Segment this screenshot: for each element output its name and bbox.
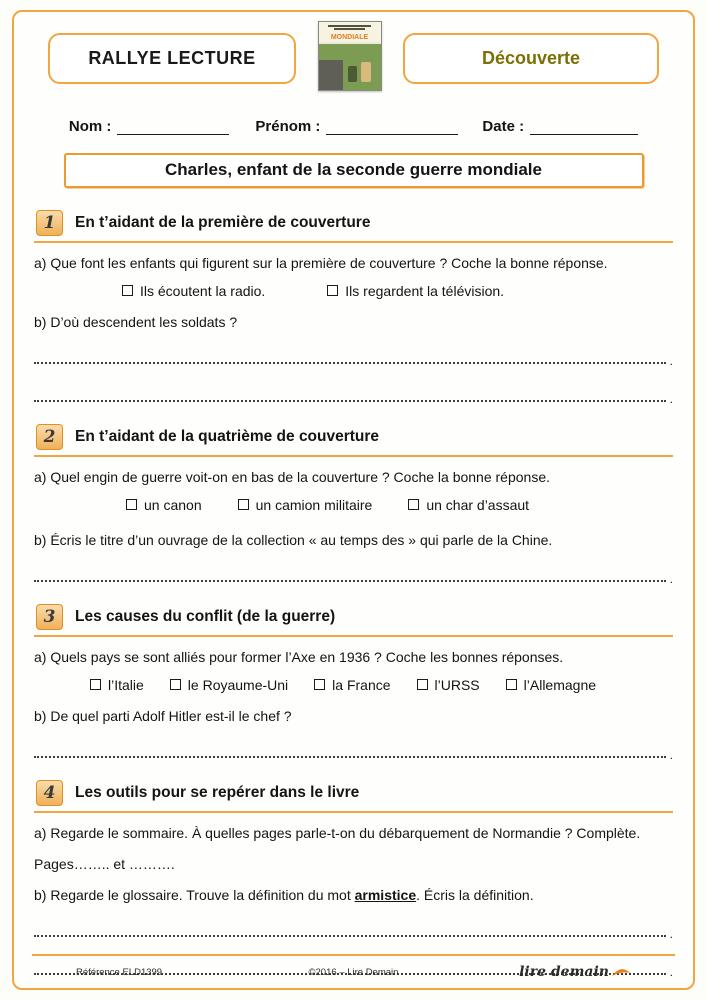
checkbox-icon[interactable] (408, 499, 419, 510)
book-cover-text-line (334, 28, 365, 30)
worksheet-title: Charles, enfant de la seconde guerre mondiale (165, 160, 542, 179)
answer-line[interactable] (34, 572, 673, 586)
logo-swoosh-icon (611, 966, 631, 978)
highlighted-word: armistice (354, 886, 417, 903)
checkbox-option-italie[interactable] (90, 677, 144, 693)
checkbox-icon[interactable] (417, 679, 428, 690)
section-divider (34, 811, 673, 813)
footer-reference: Référence ELD1399 (76, 966, 163, 978)
checkbox-label: le Royaume-Uni (187, 676, 289, 693)
checkbox-option-canon[interactable] (126, 497, 202, 513)
section-1 (34, 210, 673, 406)
dotted-rule (34, 580, 666, 582)
dotted-rule (34, 362, 666, 364)
dotted-rule (34, 400, 666, 402)
section-3-title: Les causes du conflit (de la guerre) (75, 608, 336, 625)
section-4-title: Les outils pour se repérer dans le livre (75, 784, 360, 801)
dotted-rule (34, 935, 666, 937)
checkbox-option-television[interactable] (327, 283, 504, 299)
book-cover-title: MONDIALE (319, 34, 381, 42)
line-end-dot: . (669, 965, 673, 979)
answer-line[interactable] (34, 354, 673, 368)
section-2-question-a: a) Quel engin de guerre voit-on en bas de la couverture ? Coche la bonne réponse. (34, 469, 551, 485)
book-cover-figure (361, 62, 371, 82)
section-3-question-a: a) Quels pays se sont alliés pour former l’Axe en 1936 ? Coche les bonnes réponses. (34, 649, 564, 665)
section-4-number-badge: 4 (36, 780, 63, 806)
decouverte-badge (403, 33, 659, 84)
section-1-number-badge: 1 (36, 210, 63, 236)
checkbox-option-royaume-uni[interactable] (170, 677, 288, 693)
section-divider (34, 455, 673, 457)
identity-row (34, 118, 673, 135)
section-2 (34, 424, 673, 586)
decouverte-label: Découverte (481, 47, 581, 68)
question-text: b) Regarde le glossaire. Trouve la définition du mot (34, 886, 355, 903)
section-4 (34, 780, 673, 979)
checkbox-option-radio[interactable] (122, 283, 265, 299)
question-text: . Écris la définition. (416, 886, 534, 903)
footer-copyright: ©2016 – Lire Demain (308, 966, 399, 978)
checkbox-label: l’Italie (108, 676, 144, 693)
section-1-options (34, 283, 673, 299)
worksheet-page (12, 10, 695, 990)
line-end-dot: . (669, 572, 673, 586)
date-field[interactable] (530, 119, 638, 135)
answer-line[interactable] (34, 927, 673, 941)
checkbox-option-camion[interactable] (238, 497, 373, 513)
section-2-options (34, 497, 673, 513)
pages-blank-line[interactable]: Pages…….. et ………. (34, 855, 175, 872)
rallye-lecture-badge (48, 33, 296, 84)
lire-demain-logo (448, 964, 631, 980)
footer (32, 954, 675, 982)
line-end-dot: . (669, 927, 673, 941)
worksheet-title-box (64, 153, 644, 188)
book-cover-figure (348, 66, 357, 82)
section-2-number-badge: 2 (36, 424, 63, 450)
book-cover-figure (319, 60, 343, 90)
answer-line[interactable] (34, 392, 673, 406)
checkbox-icon[interactable] (170, 679, 181, 690)
date-label: Date : (482, 118, 525, 135)
checkbox-option-urss[interactable] (417, 677, 480, 693)
logo-text: lire demain (519, 964, 609, 980)
header (34, 24, 673, 92)
section-2-question-b: b) Écris le titre d’un ouvrage de la collection « au temps des » qui parle de la Chine. (34, 531, 553, 548)
nom-label: Nom : (68, 118, 112, 135)
section-2-title: En t’aidant de la quatrième de couverture (75, 428, 380, 445)
checkbox-icon[interactable] (122, 285, 133, 296)
section-3-number-badge: 3 (36, 604, 63, 630)
book-cover-text-line (328, 25, 371, 27)
checkbox-option-france[interactable] (314, 677, 390, 693)
checkbox-label: Ils écoutent la radio. (140, 282, 266, 299)
section-1-title: En t’aidant de la première de couverture (75, 214, 371, 231)
book-cover-art (319, 22, 381, 34)
footer-divider (32, 954, 675, 956)
section-3 (34, 604, 673, 762)
dotted-rule (34, 756, 666, 758)
prenom-label: Prénom : (255, 118, 321, 135)
section-1-question-a: a) Que font les enfants qui figurent sur la première de couverture ? Coche la bonne réponse. (34, 255, 608, 271)
checkbox-label: la France (332, 676, 391, 693)
checkbox-label: l’URSS (434, 676, 480, 693)
checkbox-label: Ils regardent la télévision. (345, 282, 505, 299)
prenom-field[interactable] (326, 119, 458, 135)
section-3-question-b: b) De quel parti Adolf Hitler est-il le chef ? (34, 707, 292, 724)
book-cover-image (318, 21, 382, 91)
checkbox-option-char[interactable] (408, 497, 529, 513)
checkbox-icon[interactable] (314, 679, 325, 690)
nom-field[interactable] (117, 119, 229, 135)
checkbox-icon[interactable] (90, 679, 101, 690)
checkbox-icon[interactable] (327, 285, 338, 296)
line-end-dot: . (669, 748, 673, 762)
book-cover-art (319, 44, 381, 90)
section-4-question-b (34, 887, 673, 905)
checkbox-icon[interactable] (506, 679, 517, 690)
line-end-dot: . (669, 354, 673, 368)
checkbox-label: un camion militaire (255, 496, 373, 513)
checkbox-label: un char d’assaut (426, 496, 530, 513)
section-divider (34, 635, 673, 637)
section-3-options (34, 677, 673, 693)
checkbox-label: un canon (144, 496, 202, 513)
line-end-dot: . (669, 392, 673, 406)
checkbox-icon[interactable] (238, 499, 249, 510)
rallye-lecture-label: RALLYE LECTURE (88, 47, 256, 68)
checkbox-icon[interactable] (126, 499, 137, 510)
checkbox-option-allemagne[interactable] (506, 677, 596, 693)
section-4-question-a: a) Regarde le sommaire. À quelles pages parle-t-on du débarquement de Normandie ? Complète. (34, 825, 641, 841)
checkbox-label: l’Allemagne (523, 676, 597, 693)
section-1-question-b: b) D’où descendent les soldats ? (34, 313, 238, 330)
section-divider (34, 241, 673, 243)
answer-line[interactable] (34, 748, 673, 762)
